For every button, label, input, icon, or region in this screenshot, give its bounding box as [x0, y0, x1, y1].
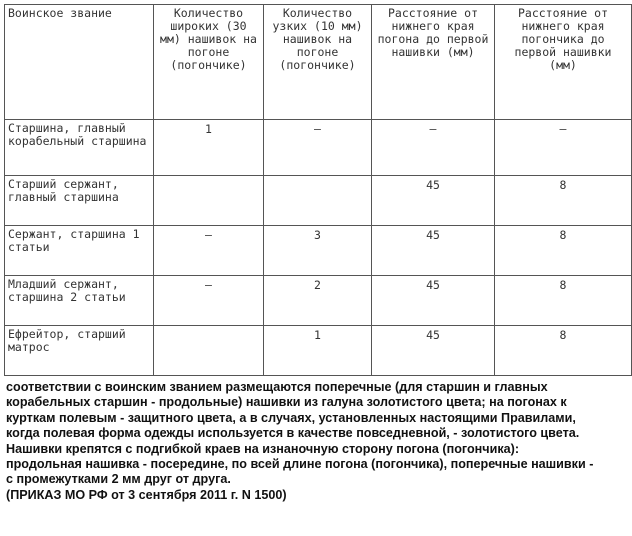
regulation-note [6, 380, 596, 503]
cell-distance-board: 45 [372, 176, 495, 226]
cell-wide-stripes [154, 176, 264, 226]
table-row [5, 326, 632, 376]
table-row [5, 226, 632, 276]
cell-narrow-stripes: 3 [264, 226, 372, 276]
header-distance-shoulder-board: Расстояние от нижнего края погона до первой нашивки (мм) [372, 5, 495, 120]
cell-distance-strap: 8 [495, 326, 632, 376]
cell-rank: Младший сержант, старшина 2 статьи [5, 276, 154, 326]
cell-distance-strap: – [495, 120, 632, 176]
table-row [5, 276, 632, 326]
cell-distance-strap: 8 [495, 176, 632, 226]
cell-rank: Старший сержант, главный старшина [5, 176, 154, 226]
rank-insignia-table-container [4, 4, 612, 376]
header-distance-shoulder-strap: Расстояние от нижнего края погончика до первой нашивки (мм) [495, 5, 632, 120]
cell-distance-board: – [372, 120, 495, 176]
table-header-row [5, 5, 632, 120]
table-row [5, 176, 632, 226]
cell-distance-board: 45 [372, 326, 495, 376]
cell-rank: Ефрейтор, старший матрос [5, 326, 154, 376]
cell-rank: Сержант, старшина 1 статьи [5, 226, 154, 276]
cell-distance-strap: 8 [495, 276, 632, 326]
header-wide-stripes: Количество широких (30 мм) нашивок на погоне (погончике) [154, 5, 264, 120]
cell-wide-stripes: – [154, 276, 264, 326]
cell-narrow-stripes: 1 [264, 326, 372, 376]
cell-distance-board: 45 [372, 226, 495, 276]
table-row [5, 120, 632, 176]
note-source: (ПРИКАЗ МО РФ от 3 сентября 2011 г. N 1500) [6, 487, 287, 502]
header-narrow-stripes: Количество узких (10 мм) нашивок на погоне (погончике) [264, 5, 372, 120]
cell-wide-stripes [154, 326, 264, 376]
cell-narrow-stripes [264, 176, 372, 226]
cell-wide-stripes: – [154, 226, 264, 276]
cell-distance-strap: 8 [495, 226, 632, 276]
note-text: соответствии с воинским званием размещаются поперечные (для старшин и главных корабельных старшин - продольные) нашивки из галуна золотистого цвета; на погонах к курткам полевым - защитного цвета, а в случаях, установленных настоящими Правилами, когда полевая форма одежды используется в качестве повседневной, - золотистого цвета. Нашивки крепятся с подгибкой краев на изнаночную сторону погона (погончика): продольная нашивка - посередине, по всей длине погона (погончика), поперечные нашивки - с промежутками 2 мм друг от друга. [6, 380, 594, 487]
cell-rank: Старшина, главный корабельный старшина [5, 120, 154, 176]
rank-insignia-table [4, 4, 632, 376]
cell-narrow-stripes: – [264, 120, 372, 176]
header-rank: Воинское звание [5, 5, 154, 120]
cell-distance-board: 45 [372, 276, 495, 326]
cell-wide-stripes: 1 [154, 120, 264, 176]
cell-narrow-stripes: 2 [264, 276, 372, 326]
